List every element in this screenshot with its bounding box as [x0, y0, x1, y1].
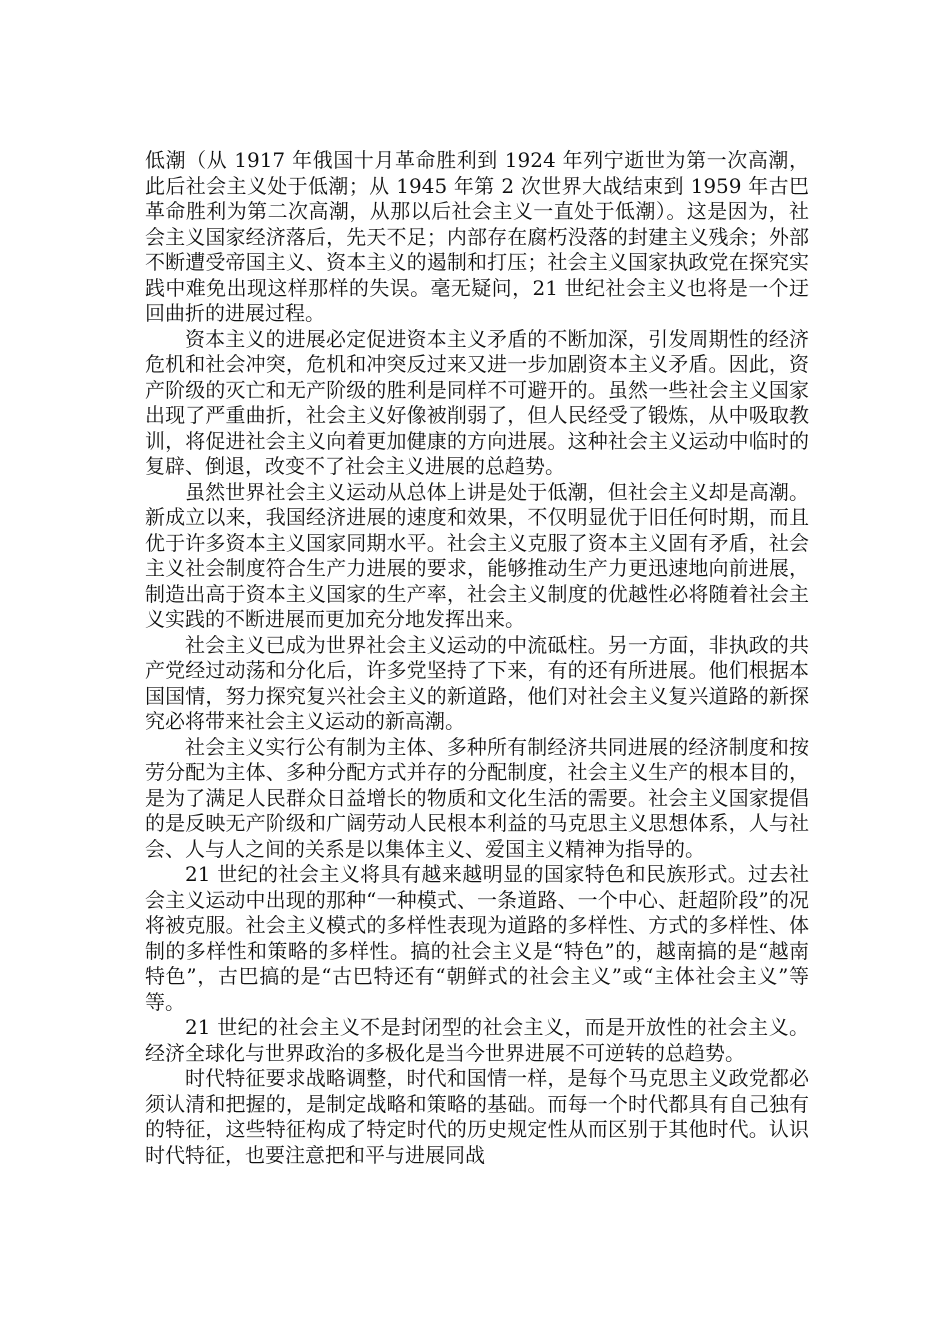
document-body	[145, 148, 809, 1168]
paragraph-2: 资本主义的进展必定促进资本主义矛盾的不断加深，引发周期性的经济危机和社会冲突，危机和冲突反过来又进一步加剧资本主义矛盾。因此，资产阶级的灭亡和无产阶级的胜利是同样不可避开的。虽然一些社会主义国家出现了严重曲折，社会主义好像被削弱了，但人民经受了锻炼，从中吸取教训，将促进社会主义向着更加健康的方向进展。这种社会主义运动中临时的复辟、倒退，改变不了社会主义进展的总趋势。	[145, 326, 809, 478]
paragraph-4: 社会主义已成为世界社会主义运动的中流砥柱。另一方面，非执政的共产党经过动荡和分化后，许多党坚持了下来，有的还有所进展。他们根据本国国情，努力探究复兴社会主义的新道路，他们对社会主义复兴道路的新探究必将带来社会主义运动的新高潮。	[145, 632, 809, 733]
paragraph-1: 低潮（从 1917 年俄国十月革命胜利到 1924 年列宁逝世为第一次高潮，此后社会主义处于低潮；从 1945 年第 2 次世界大战结束到 1959 年古巴革命胜利为第二次高潮，从那以后社会主义一直处于低潮）。这是因为，社会主义国家经济落后，先天不足；内部存在腐朽没落的封建主义残余；外部不断遭受帝国主义、资本主义的遏制和打压；社会主义国家执政党在探究实践中难免出现这样那样的失误。毫无疑问，21 世纪社会主义也将是一个迂回曲折的进展过程。	[145, 148, 809, 325]
paragraph-3: 虽然世界社会主义运动从总体上讲是处于低潮，但社会主义却是高潮。新成立以来，我国经济进展的速度和效果，不仅明显优于旧任何时期，而且优于许多资本主义国家同期水平。社会主义克服了资本主义固有矛盾，社会主义社会制度符合生产力进展的要求，能够推动生产力更迅速地向前进展，制造出高于资本主义国家的生产率，社会主义制度的优越性必将随着社会主义实践的不断进展而更加充分地发挥出来。	[145, 479, 809, 631]
paragraph-5: 社会主义实行公有制为主体、多种所有制经济共同进展的经济制度和按劳分配为主体、多种分配方式并存的分配制度，社会主义生产的根本目的，是为了满足人民群众日益增长的物质和文化生活的需要。社会主义国家提倡的是反映无产阶级和广阔劳动人民根本利益的马克思主义思想体系，人与社会、人与人之间的关系是以集体主义、爱国主义精神为指导的。	[145, 734, 809, 861]
paragraph-7: 21 世纪的社会主义不是封闭型的社会主义，而是开放性的社会主义。经济全球化与世界政治的多极化是当今世界进展不可逆转的总趋势。	[145, 1015, 809, 1065]
paragraph-6: 21 世纪的社会主义将具有越来越明显的国家特色和民族形式。过去社会主义运动中出现的那种“一种模式、一条道路、一个中心、赶超阶段”的况将被克服。社会主义模式的多样性表现为道路的多样性、方式的多样性、体制的多样性和策略的多样性。搞的社会主义是“特色”的，越南搞的是“越南特色”，古巴搞的是“古巴特还有“朝鲜式的社会主义”或“主体社会主义”等等。	[145, 862, 809, 1014]
paragraph-8: 时代特征要求战略调整，时代和国情一样，是每个马克思主义政党都必须认清和把握的，是制定战略和策略的基础。而每一个时代都具有自己独有的特征，这些特征构成了特定时代的历史规定性从而区别于其他时代。认识时代特征，也要注意把和平与进展同战	[145, 1066, 809, 1167]
